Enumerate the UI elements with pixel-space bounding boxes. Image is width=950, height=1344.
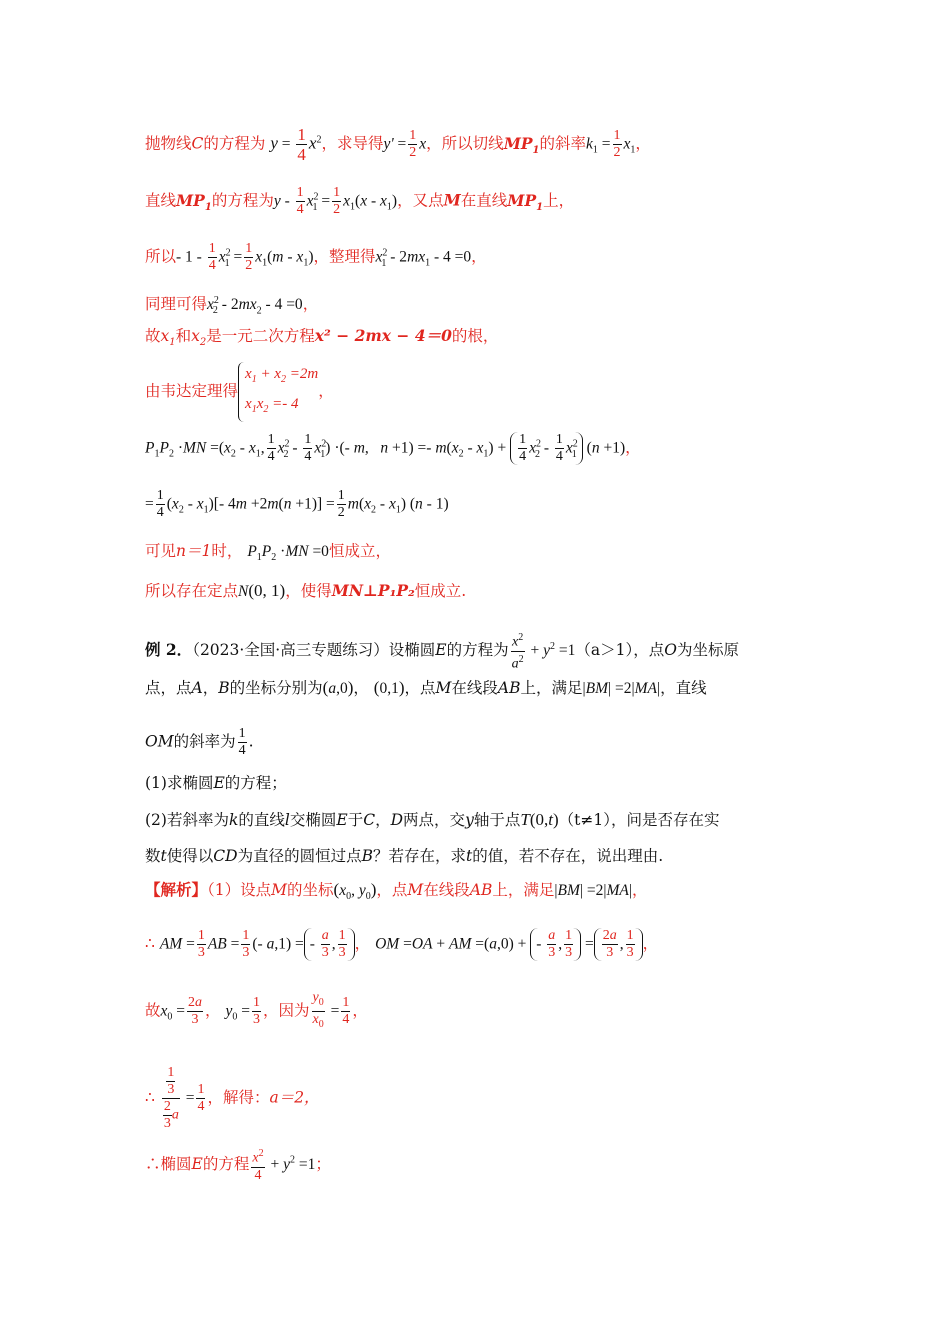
answer-line-5: ∴椭圆E的方程 $\frac{x^2}{4}$ + $y^2 =1$； [145, 1148, 331, 1183]
solution-line-6: 由韦达定理得$x_1 + x_2 =2m$ $x_1x_2 =- 4$， [145, 362, 334, 422]
example2-line-3: OM的斜率为 $\frac{1}{4}$ . [145, 726, 254, 758]
answer-line-4: ∴ $\frac{1}{3}$ $\frac{2}{3}$ a = $\frac{1}{4}$ ，解得：a＝2， [145, 1065, 320, 1131]
answer-line-2: ∴ AM = $\frac{1}{3}$ AB = $\frac{1}{3}$ (- a,1) = - $\frac{a}{3}$ , $\frac{1}{3}$ ， OM =OA + AM =(a,0) + - $\frac{a}{3}$ , $\frac{1}{3}$ = $\frac{2a}{3}$ , $\frac{1}{3}$ ， [145, 928, 659, 960]
answer-line-3: 故$x_0$ = $\frac{2a}{3}$ ， $y_0$ = $\frac{1}{3}$ ，因为 $\frac{y_0}{x_0}$ = $\frac{1}{4}$ ， [145, 990, 368, 1030]
solution-line-4: 同理可得$x^2_2 - 2mx_2 - 4 =0$， [145, 295, 319, 317]
solution-line-1: 抛物线C的方程为 y = $\frac{1}{4}$ $x^2$，求导得y' = $\frac{1}{2}$ x，所以切线$MP_1$的斜率$k_1$ = $\frac{1}{2}$ $x_1$， [145, 125, 651, 164]
example2-question-1: (1)求椭圆E的方程； [145, 774, 287, 792]
answer-line-1: 【解析】（1）设点M的坐标($x_0$, $y_0$)，点M在线段AB上，满足|BM| =2|MA|， [145, 880, 648, 903]
example2-question-2-cont: 数t使得以CD为直径的圆恒过点B？若存在，求t的值，若不存在，说出理由. [145, 847, 664, 865]
solution-line-10: 所以存在定点N(0, 1)，使得MN⊥P₁P₂恒成立. [145, 581, 467, 600]
solution-line-7: $P_1P_2 \cdot MN =(x_2 - x_1$, $\frac{1}{4}$ $x^2_2$ - $\frac{1}{4}$ $x^2_1$) ·(- m, $n +1) =- m(x_2 - x_1)$ + $\frac{1}{4}$ $x^2_2$ - $\frac{1}{4}$ $x^2_1$ (n +1)， [145, 432, 641, 464]
example2-line-2: 点，点A，B的坐标分别为(a,0)， (0,1)，点M在线段AB上，满足|BM| =2|MA|，直线 [145, 678, 707, 697]
example2-question-2: (2)若斜率为k的直线l交椭圆E于C，D两点，交y轴于点T(0,t)（t≠1），问是否存在实 [145, 810, 720, 829]
solution-line-8: = $\frac{1}{4}$ $(x_2 - x_1)[-$ 4m +2m(n +1)] = $\frac{1}{2}$ $m(x_2 - x_1)$ (n - 1) [145, 488, 449, 520]
example2-line-1: 例 2．（2023·全国·高三专题练习）设椭圆E的方程为 $\frac{x^2}{a^2}$ + $y^2 =1(a>1)$，点O为坐标原 [145, 632, 739, 672]
solution-line-2: 直线$MP_1$的方程为y - $\frac{1}{4}$ $x^2_1$ = $\frac{1}{2}$ $x_1(x - x_1)$，又点M在直线$MP_1$上， [145, 185, 575, 217]
solution-line-5: 故$x_1$和$x_2$是一元二次方程x² − 2mx − 4＝0的根， [145, 326, 499, 349]
solution-line-3: 所以- 1 - $\frac{1}{4}$ $x^2_1$ = $\frac{1}{2}$ $x_1(m - x_1)$，整理得$x^2_1 - 2mx_1 - 4 =0$， [145, 241, 487, 273]
solution-line-9: 可见n＝1时， $P_1P_2 \cdot MN =0$恒成立， [145, 542, 391, 564]
